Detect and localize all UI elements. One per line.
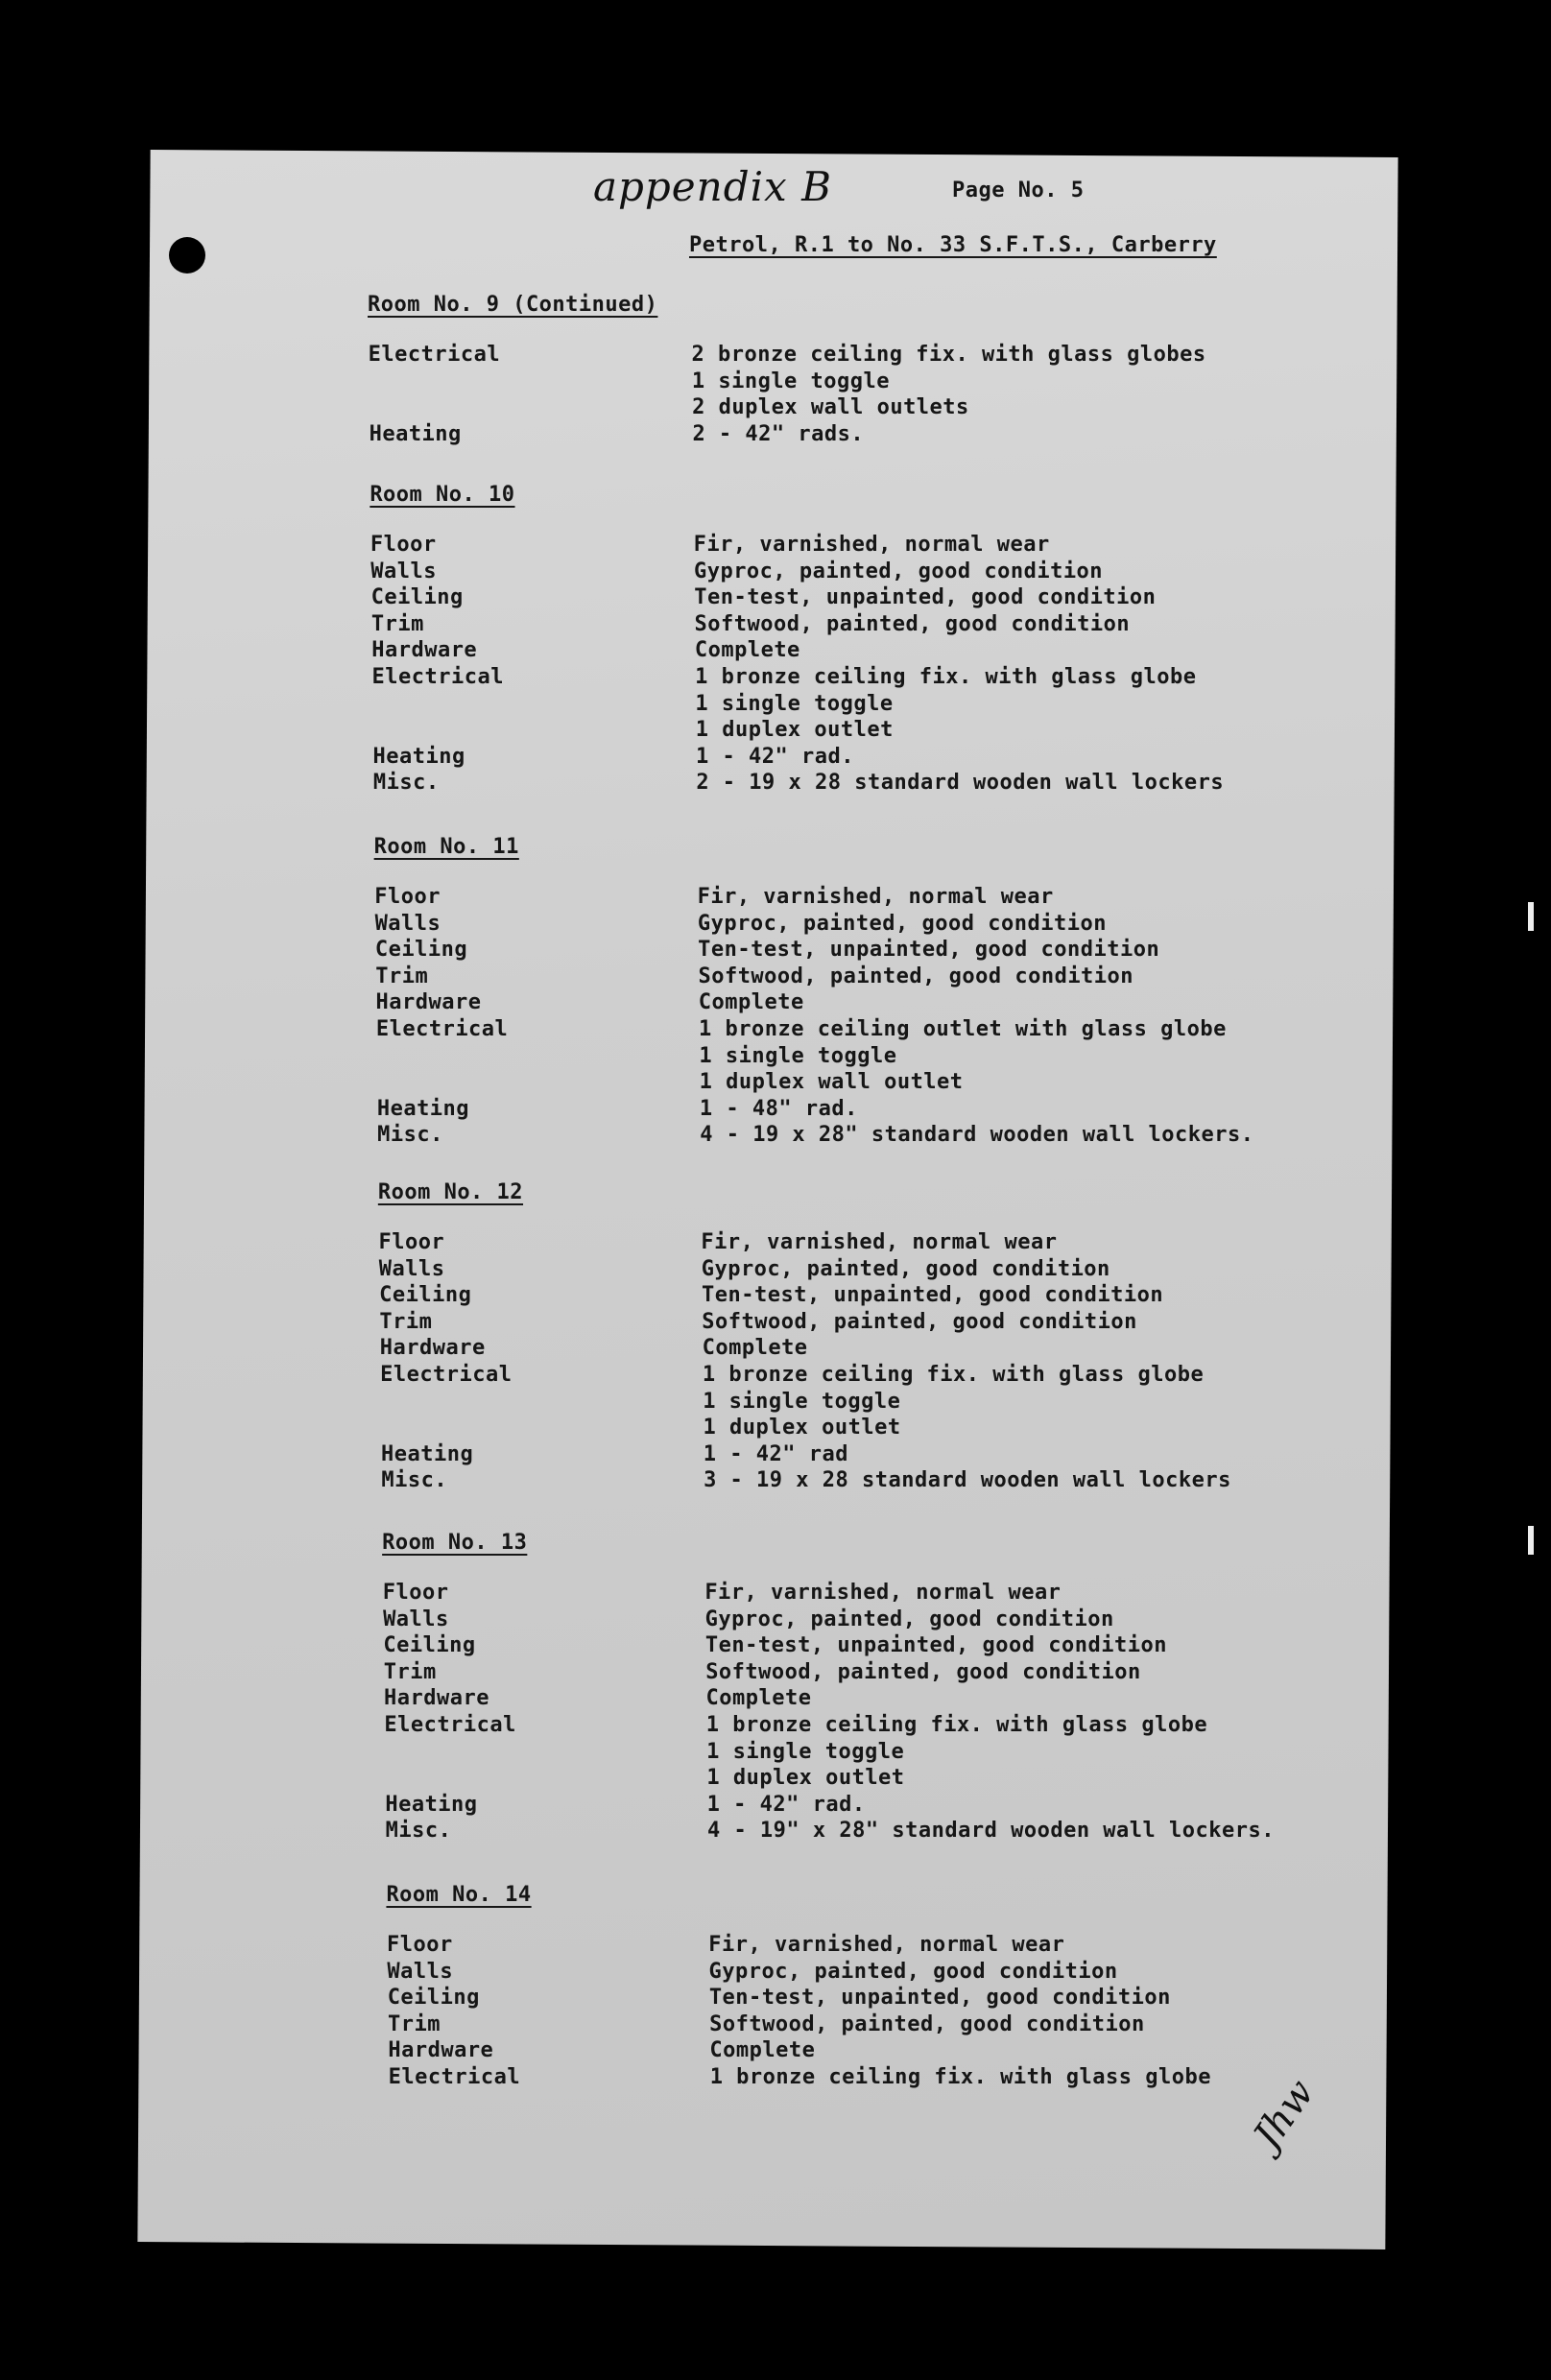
field-value: Gyproc, painted, good condition bbox=[697, 911, 1107, 936]
field-value: 2 - 19 x 28 standard wooden wall lockers bbox=[696, 771, 1225, 796]
field-label: Floor bbox=[370, 533, 437, 557]
field-label: Hardware bbox=[379, 1336, 486, 1361]
edge-mark bbox=[1528, 1526, 1534, 1555]
page-number: Page No. 5 bbox=[952, 178, 1085, 202]
field-value: Gyproc, painted, good condition bbox=[704, 1606, 1114, 1631]
room-heading: Room No. 10 bbox=[370, 483, 515, 507]
field-label: Walls bbox=[374, 911, 441, 936]
document-subject: Petrol, R.1 to No. 33 S.F.T.S., Carberry bbox=[689, 233, 1217, 257]
handwritten-initials: Jhw bbox=[1245, 2071, 1324, 2157]
field-value: 4 - 19" x 28" standard wooden wall lockers. bbox=[706, 1819, 1275, 1844]
field-label: Electrical bbox=[371, 665, 504, 689]
field-label: Floor bbox=[378, 1230, 445, 1254]
field-value: 1 bronze ceiling fix. with glass globe bbox=[702, 1363, 1205, 1387]
field-value: 1 bronze ceiling fix. with glass globe bbox=[709, 2065, 1212, 2089]
field-label: Ceiling bbox=[383, 1633, 476, 1658]
field-value: 1 single toggle bbox=[706, 1739, 905, 1764]
field-value: Ten-test, unpainted, good condition bbox=[704, 1633, 1167, 1658]
room-heading: Room No. 9 (Continued) bbox=[368, 293, 658, 317]
room-heading: Room No. 13 bbox=[382, 1531, 528, 1555]
field-label: Misc. bbox=[385, 1819, 452, 1844]
field-value: Gyproc, painted, good condition bbox=[693, 559, 1104, 583]
field-value: Complete bbox=[694, 638, 800, 663]
field-value: Complete bbox=[709, 2038, 816, 2063]
field-label: Floor bbox=[387, 1933, 453, 1957]
field-value: 2 duplex wall outlets bbox=[692, 395, 969, 420]
field-label: Electrical bbox=[388, 2065, 521, 2089]
field-value: 1 single toggle bbox=[703, 1389, 901, 1414]
field-value: 1 single toggle bbox=[699, 1043, 897, 1068]
field-label: Trim bbox=[379, 1309, 433, 1334]
field-label: Heating bbox=[369, 421, 462, 446]
field-value: 1 single toggle bbox=[695, 691, 894, 716]
field-value: 1 - 42" rad. bbox=[696, 744, 854, 769]
field-value: Ten-test, unpainted, good condition bbox=[702, 1283, 1164, 1308]
speck bbox=[132, 221, 138, 226]
field-label: Ceiling bbox=[387, 1986, 480, 2011]
field-value: Ten-test, unpainted, good condition bbox=[698, 938, 1160, 963]
field-label: Ceiling bbox=[370, 585, 464, 610]
field-label: Electrical bbox=[368, 343, 501, 367]
field-label: Trim bbox=[388, 2011, 441, 2036]
field-label: Walls bbox=[378, 1256, 445, 1281]
field-label: Electrical bbox=[380, 1363, 513, 1387]
field-label: Trim bbox=[370, 611, 424, 636]
field-value: 2 - 42" rads. bbox=[692, 421, 865, 446]
field-value: 1 single toggle bbox=[691, 369, 891, 393]
field-label: Electrical bbox=[375, 1017, 509, 1041]
field-label: Misc. bbox=[372, 771, 440, 796]
field-label: Trim bbox=[383, 1659, 437, 1684]
field-label: Floor bbox=[382, 1581, 449, 1605]
punch-hole bbox=[169, 237, 205, 274]
field-label: Walls bbox=[387, 1959, 454, 1984]
field-value: Gyproc, painted, good condition bbox=[701, 1256, 1110, 1281]
handwritten-annotation: appendix B bbox=[593, 163, 832, 210]
field-value: 1 bronze ceiling fix. with glass globe bbox=[705, 1713, 1208, 1737]
field-label: Floor bbox=[374, 885, 441, 909]
field-value: 1 duplex outlet bbox=[695, 718, 894, 743]
field-label: Misc. bbox=[377, 1123, 443, 1148]
field-value: 1 bronze ceiling fix. with glass globe bbox=[695, 665, 1197, 689]
field-value: Fir, varnished, normal wear bbox=[693, 533, 1050, 557]
room-heading: Room No. 14 bbox=[386, 1883, 532, 1907]
field-value: Complete bbox=[702, 1336, 808, 1361]
field-value: Complete bbox=[705, 1686, 812, 1711]
field-label: Hardware bbox=[388, 2038, 494, 2063]
field-value: Fir, varnished, normal wear bbox=[701, 1230, 1058, 1254]
field-value: Ten-test, unpainted, good condition bbox=[708, 1986, 1171, 2011]
field-value: 1 bronze ceiling outlet with glass globe bbox=[699, 1017, 1227, 1041]
field-label: Hardware bbox=[371, 638, 478, 663]
field-value: Fir, varnished, normal wear bbox=[708, 1933, 1065, 1957]
field-value: 2 bronze ceiling fix. with glass globes bbox=[691, 343, 1206, 367]
field-value: 1 duplex wall outlet bbox=[699, 1070, 964, 1095]
field-label: Hardware bbox=[375, 990, 482, 1015]
field-value: Complete bbox=[698, 990, 804, 1015]
field-value: Gyproc, painted, good condition bbox=[708, 1959, 1118, 1984]
field-label: Hardware bbox=[384, 1686, 489, 1711]
field-label: Heating bbox=[385, 1792, 478, 1817]
field-value: 1 - 42" rad bbox=[703, 1441, 848, 1466]
field-label: Electrical bbox=[384, 1713, 516, 1737]
edge-mark bbox=[1528, 902, 1534, 931]
field-value: Softwood, painted, good condition bbox=[709, 2011, 1145, 2036]
room-heading: Room No. 12 bbox=[377, 1180, 524, 1204]
field-value: 1 - 42" rad. bbox=[706, 1792, 866, 1817]
field-value: Softwood, painted, good condition bbox=[705, 1659, 1141, 1684]
field-label: Heating bbox=[372, 744, 465, 769]
field-value: Ten-test, unpainted, good condition bbox=[694, 585, 1157, 610]
room-heading: Room No. 11 bbox=[373, 835, 519, 859]
field-label: Misc. bbox=[381, 1468, 448, 1493]
field-label: Ceiling bbox=[379, 1283, 472, 1308]
field-value: Softwood, painted, good condition bbox=[694, 611, 1131, 636]
field-label: Walls bbox=[383, 1606, 449, 1631]
field-value: Fir, varnished, normal wear bbox=[704, 1581, 1062, 1605]
field-label: Heating bbox=[376, 1096, 470, 1121]
field-value: 1 duplex outlet bbox=[703, 1416, 901, 1440]
field-value: 1 - 48" rad. bbox=[699, 1096, 858, 1121]
field-value: 3 - 19 x 28 standard wooden wall lockers bbox=[704, 1468, 1231, 1493]
field-value: 4 - 19 x 28" standard wooden wall lockers. bbox=[700, 1123, 1254, 1148]
field-value: Softwood, painted, good condition bbox=[698, 964, 1134, 988]
field-value: Fir, varnished, normal wear bbox=[697, 885, 1054, 909]
field-label: Heating bbox=[381, 1441, 474, 1466]
field-label: Walls bbox=[370, 559, 437, 583]
field-label: Trim bbox=[375, 964, 429, 988]
field-value: 1 duplex outlet bbox=[706, 1766, 905, 1791]
field-label: Ceiling bbox=[374, 938, 468, 963]
field-value: Softwood, painted, good condition bbox=[702, 1309, 1137, 1334]
